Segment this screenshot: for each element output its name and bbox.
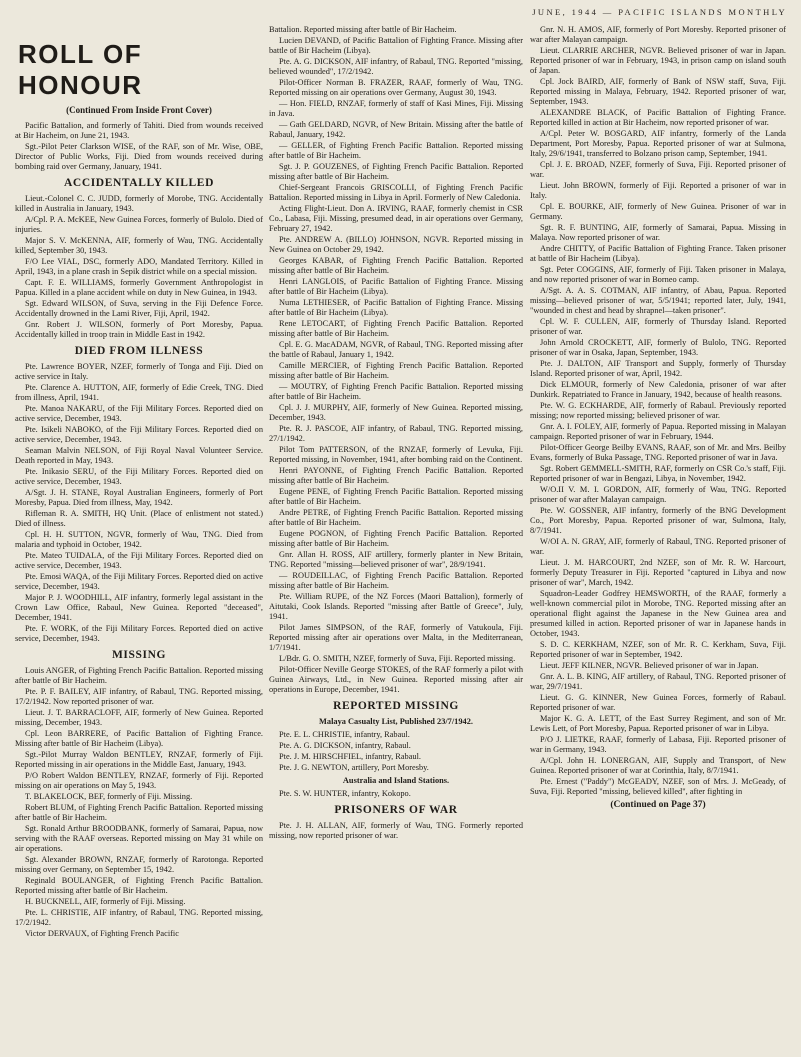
entry: Reginald BOULANGER, of Fighting French Pacific Battalion. Reported missing after battle of Bir Hacheim. <box>15 875 263 895</box>
entry: A/Cpl. P. A. McKEE, New Guinea Forces, formerly of Bulolo. Died of injuries. <box>15 214 263 234</box>
prisoners-entries-continued <box>530 25 786 797</box>
entry: A/Cpl. Peter W. BOSGARD, AIF infantry, formerly of the Landa Department, Port Moresby, Papua. Reported prisoner of war at Sulmona, Italy, 29/6/1941, transferred to Bolzano prison camp, September, 1941. <box>530 129 786 158</box>
entry: L/Bdr. G. O. SMITH, NZEF, formerly of Suva, Fiji. Reported missing. <box>279 654 516 663</box>
australia-stations-entries <box>269 789 523 799</box>
entry: Henri LANGLOIS, of Pacific Battalion of Fighting France. Missing after battle of Bir Hacheim (Libya). <box>269 277 523 296</box>
entry: Acting Flight-Lieut. Don A. IRVING, RAAF, formerly chemist in CSR Co., Labasa, Fiji. Missing, presumed dead, in air operations over Germany, February 27, 1942. <box>269 204 523 233</box>
entry: Pte. Mateo TUIDALA, of the Fiji Military Forces. Reported died on active service, December, 1943. <box>15 550 263 570</box>
heading-prisoners-of-war: PRISONERS OF WAR <box>334 803 458 816</box>
entry: Pte. W. G. ECKHARDE, AIF, formerly of Rabaul. Previously reported missing; now reported missing; believed prisoner of war. <box>530 401 786 420</box>
prisoners-entries <box>269 821 523 841</box>
entry: Sgt. J. P. GOUZENES, of Fighting French Pacific Battalion. Reported missing after battle of Bir Hacheim. <box>269 162 523 181</box>
intro-entries <box>15 121 263 172</box>
heading-missing: MISSING <box>111 648 167 661</box>
entry-continuation: Battalion. Reported missing after battle of Bir Hacheim. <box>269 25 457 34</box>
entry: Major S. V. McKENNA, AIF, formerly of Wau, TNG. Accidentally killed, September 30, 1943. <box>15 235 263 255</box>
entry: Pte. W. GOSSNER, AIF infantry, formerly of the BNG Development Co., Port Moresby, Papua. Reported prisoner of war, Sulmona, Italy, 8/7/1941. <box>530 506 786 535</box>
entry: Eugene PENE, of Fighting French Pacific Battalion. Reported missing after battle of Bir Hacheim. <box>269 487 523 506</box>
entry: Sgt. Edward WILSON, of Suva, serving in the Fiji Defence Force. Accidentally drowned in the Lami River, Fiji, April, 1942. <box>15 298 263 318</box>
entry: Pte. R. J. PASCOE, AIF infantry, of Rabaul, TNG. Reported missing, 27/1/1942. <box>269 424 523 443</box>
entry: Pte. F. WORK, of the Fiji Military Forces. Reported died on active service, December, 1943. <box>15 623 263 643</box>
page-subtitle: (Continued From Inside Front Cover) <box>66 105 212 116</box>
died-from-illness-entries <box>15 362 263 644</box>
entry: Pte. Isikeli NABOKO, of the Fiji Military Forces. Reported died on active service, December, 1943. <box>15 424 263 444</box>
entry: Victor DERVAUX, of Fighting French Pacific <box>25 928 179 938</box>
entry: Lieut. J. M. HARCOURT, 2nd NZEF, son of Mr. R. W. Harcourt, formerly Deputy Treasurer in Fiji. Reported "captured in Libya and now prisoner of war", March, 1942. <box>530 558 786 587</box>
entry: Major P. J. WOODHILL, AIF infantry, formerly legal assistant in the Crown Law Office, Rabaul, New Guinea. Reported "deceased", December, 1941. <box>15 592 263 622</box>
entry: P/O Robert Waldon BENTLEY, RNZAF, formerly of Fiji. Reported missing on air operations on May 5, 1943. <box>15 770 263 790</box>
entry: Lieut. J. T. BARRACLOFF, AIF, formerly of New Guinea. Reported missing, December, 1943. <box>15 707 263 727</box>
entry: Pte. Lawrence BOYER, NZEF, formerly of Tonga and Fiji. Died on active service in Italy. <box>15 361 263 381</box>
entry: Sgt. Robert GEMMELL-SMITH, RAF, formerly on CSR Co.'s staff, Fiji. Reported prisoner of war in Bengazi, Libya, in November, 1942. <box>530 464 786 483</box>
entry: Sgt.-Pilot Peter Clarkson WISE, of the RAF, son of Mr. Wise, OBE, Director of Public Works, Fiji. Died from wounds received during bombing raid over Germany, January, 1941. <box>15 142 263 172</box>
entry: Pte. Manoa NAKARU, of the Fiji Military Forces. Reported died on active service, December, 1943. <box>15 403 263 423</box>
heading-reported-missing: REPORTED MISSING <box>333 700 459 712</box>
entry: Lieut.-Colonel C. C. JUDD, formerly of Morobe, TNG. Accidentally killed in Australia in January, 1943. <box>15 193 263 213</box>
entry: Pte. A. G. DICKSON, AIF infantry, of Rabaul, TNG. Reported "missing, believed wounded", 17/2/1942. <box>269 57 523 76</box>
entry: Cpl. Jock BAIRD, AIF, formerly of Bank of NSW staff, Suva, Fiji. Reported missing in Malaya, February, 1942. Reported prisoner of war, September, 1943. <box>530 77 786 106</box>
entry: Pte. L. CHRISTIE, AIF infantry, of Rabaul, TNG. Reported missing, 17/2/1942. <box>15 907 263 927</box>
entry: Robert BLUM, of Fighting French Pacific Battalion. Reported missing after battle of Bir Hacheim. <box>15 802 263 822</box>
entry: Pte. A. G. DICKSON, infantry, Rabaul. <box>279 740 411 750</box>
entry: Pte. Ernest ("Paddy") McGEADY, NZEF, son of Mrs. J. McGeady, of Suva, Fiji. Reported "missing, believed killed", after fighting in <box>530 777 786 796</box>
entry: Pilot-Officer George Beilby EVANS, RAAF, son of Mr. and Mrs. Beilby Evans, formerly of Buka Passage, TNG. Reported prisoner of war in Java. <box>530 443 786 462</box>
entry: John Arnold CROCKETT, AIF, formerly of Bulolo, TNG. Reported prisoner of war in Osaka, Japan, September, 1943. <box>530 338 786 357</box>
entry: Pte. J. M. HIRSCHFIEL, infantry, Rabaul. <box>279 751 421 761</box>
column-1 <box>15 25 263 1049</box>
entry: Lieut. G. G. KINNER, New Guinea Forces, formerly of Rabaul. Reported prisoner of war. <box>530 693 786 712</box>
entry: — GELLER, of Fighting French Pacific Battalion. Reported missing after battle of Bir Hacheim. <box>269 141 523 160</box>
entry: A/Sgt. J. H. STANE, Royal Australian Engineers, formerly of Port Moresby, Papua. Died from illness, May, 1942. <box>15 487 263 507</box>
entry: W/O.II V. M. I. GORDON, AIF, formerly of Wau, TNG. Reported prisoner of war after Malayan campaign. <box>530 485 786 504</box>
accidentally-killed-entries <box>15 194 263 340</box>
entry: Sgt. Ronald Arthur BROODBANK, formerly of Samarai, Papua, now serving with the RAAF overseas. Reported missing on May 31 while on air operations. <box>15 823 263 853</box>
entry: Pilot-Officer Norman B. FRAZER, RAAF, formerly of Wau, TNG. Reported missing on air operations over Germany, August 30, 1943. <box>269 78 523 97</box>
entry: P/O J. LIETKE, RAAF, formerly of Labasa, Fiji. Reported prisoner of war in Germany, 1943. <box>530 735 786 754</box>
missing-entries-continued <box>269 36 523 695</box>
entry: Numa LETHIESER, of Pacific Battalion of Fighting France. Missing after battle of Bir Hacheim (Libya). <box>269 298 523 317</box>
entry: Pte. S. W. HUNTER, infantry, Kokopo. <box>279 788 411 798</box>
entry: Pte. E. L. CHRISTIE, infantry, Rabaul. <box>279 729 410 739</box>
running-head: JUNE, 1944 — PACIFIC ISLANDS MONTHLY <box>532 7 787 17</box>
entry: S. D. C. KERKHAM, NZEF, son of Mr. R. C. Kerkham, Suva, Fiji. Reported prisoner of war in September, 1942. <box>530 640 786 659</box>
entry: Louis ANGER, of Fighting French Pacific Battalion. Reported missing after battle of Bir Hacheim. <box>15 665 263 685</box>
australia-stations-heading: Australia and Island Stations. <box>342 775 450 785</box>
entry: — MOUTRY, of Fighting French Pacific Battalion. Reported missing after battle of Bir Hacheim. <box>269 382 523 401</box>
entry: Pilot-Officer Neville George STOKES, of the RAF formerly a pilot with Guinea Airways, Ltd., in New Guinea. Reported missing after air operations in Europe, December, 1941. <box>269 665 523 694</box>
entry: Pte. P. F. BAILEY, AIF infantry, of Rabaul, TNG. Reported missing, 17/2/1942. Now reported prisoner of war. <box>15 686 263 706</box>
column-2 <box>269 25 523 1049</box>
entry: Sgt.-Pilot Murray Waldon BENTLEY, RNZAF, formerly of Fiji. Reported missing in air operations in the Middle East, January, 1943. <box>15 749 263 769</box>
heading-accidentally-killed: ACCIDENTALLY KILLED <box>64 177 214 190</box>
entry: Pte. J. DALTON, AIF Transport and Supply, formerly of Thursday Island. Reported prisoner of war, April, 1942. <box>530 359 786 378</box>
entry: Lieut. John BROWN, formerly of Fiji. Reported a prisoner of war in Italy. <box>530 181 786 200</box>
entry: Lieut. JEFF KILNER, NGVR. Believed prisoner of war in Japan. <box>540 661 759 670</box>
entry: Pilot Tom PATTERSON, of the RNZAF, formerly of Levuka, Fiji. Reported missing, in November, 1941, after bombing raid on the Continent. <box>269 445 523 464</box>
entry: Sgt. Peter COGGINS, AIF, formerly of Fiji. Taken prisoner in Malaya, and now reported prisoner of war in Borneo camp. <box>530 265 786 284</box>
entry: Pte. William RUPE, of the NZ Forces (Maori Battalion), formerly of Aitutaki, Cook Islands. Reported "missing after Battle of Greece", July, 1941. <box>269 592 523 621</box>
entry: Dick ELMOUR, formerly of New Caledonia, prisoner of war after Dunkirk. Repatriated to France in January, 1942, because of health reasons. <box>530 380 786 399</box>
entry: Cpl. E. BOURKE, AIF, formerly of New Guinea. Prisoner of war in Germany. <box>530 202 786 221</box>
entry: Pilot James SIMPSON, of the RAF, formerly of Vatukoula, Fiji. Reported missing after air operations over Malta, in the Mediterranean, 1/7/1941. <box>269 623 523 652</box>
entry: Georges KABAR, of Fighting French Pacific Battalion. Reported missing after battle of Bir Hacheim. <box>269 256 523 275</box>
entry: F/O Lee VIAL, DSC, formerly ADO, Mandated Territory. Killed in April, 1943, in a plane crash in Sepik district while on a special mission. <box>15 256 263 276</box>
heading-died-from-illness: DIED FROM ILLNESS <box>74 344 204 357</box>
entry: ALEXANDRE BLACK, of Pacific Battalion of Fighting France. Reported killed in action at Bir Hacheim, now reported prisoner of war. <box>530 108 786 127</box>
entry: Henri PAYONNE, of Fighting French Pacific Battalion. Reported missing after battle of Bir Hacheim. <box>269 466 523 485</box>
page-title: ROLL OF HONOUR <box>18 39 143 101</box>
entry: Sgt. Alexander BROWN, RNZAF, formerly of Rarotonga. Reported missing over Germany, on September 15, 1942. <box>15 854 263 874</box>
entry: Pacific Battalion, and formerly of Tahiti. Died from wounds received at Bir Hacheim, on June 21, 1943. <box>15 121 263 141</box>
malaya-casualty-heading: Malaya Casualty List, Published 23/7/1942. <box>319 716 473 726</box>
entry: Cpl. Leon BARRERE, of Pacific Battalion of Fighting France. Missing after battle of Bir Hacheim (Libya). <box>15 728 263 748</box>
entry: Gnr. Allan H. ROSS, AIF artillery, formerly planter in New Britain, TNG. Reported "missing—believed prisoner of war", 28/9/1941. <box>269 550 523 569</box>
entry: A/Cpl. John H. LONERGAN, AIF, Supply and Transport, of New Guinea. Reported prisoner of war at Corinthia, Italy, 8/7/1941. <box>530 756 786 775</box>
entry: Cpl. H. H. SUTTON, NGVR, formerly of Wau, TNG. Died from malaria and typhoid in October, 1942. <box>15 529 263 549</box>
missing-entries <box>15 666 263 939</box>
entry: Cpl. E. G. MacADAM, NGVR, of Rabaul, TNG. Reported missing after the battle of Rabaul, January 1, 1942. <box>269 340 523 359</box>
entry: Pte. ANDREW A. (BILLO) JOHNSON, NGVR. Reported missing in New Guinea on October 29, 1942. <box>269 235 523 254</box>
entry: Gnr. A. I. FOLEY, AIF, formerly of Papua. Reported missing in Malayan campaign. Reported prisoner of war in February, 1944. <box>530 422 786 441</box>
entry: Andre CHITTY, of Pacific Battalion of Fighting France. Taken prisoner at battle of Bir Hacheim (Libya). <box>530 244 786 263</box>
entry: Rifleman R. A. SMITH, HQ Unit. (Place of enlistment not stated.) Died of illness. <box>15 508 263 528</box>
entry: Pte. Emosi WAQA, of the Fiji Military Forces. Reported died on active service, December, 1943. <box>15 571 263 591</box>
entry: W/OI A. N. GRAY, AIF, formerly of Rabaul, TNG. Reported prisoner of war. <box>530 537 786 556</box>
entry: A/Sgt. A. A. S. COTMAN, AIF infantry, of Abau, Papua. Reported missing—believed prisoner of war, 5/5/1941; reported later, July, 1941, "wounded in chest and head by shrapnel—taken prisoner". <box>530 286 786 315</box>
entry: Pte. J. G. NEWTON, artillery, Port Moresby. <box>279 762 429 772</box>
entry: Sgt. R. F. BUNTING, AIF, formerly of Samarai, Papua. Missing in Malaya. Now reported prisoner of war. <box>530 223 786 242</box>
entry: Seaman Malvin NELSON, of Fiji Royal Naval Volunteer Service. Death reported in May, 1943. <box>15 445 263 465</box>
entry: Capt. F. E. WILLIAMS, formerly Government Anthropologist in Papua. Killed in a plane accident while on duty in New Guinea, in 1943. <box>15 277 263 297</box>
continued-note: (Continued on Page 37) <box>610 800 706 810</box>
entry: Camille MERCIER, of Fighting French Pacific Battalion. Reported missing after battle of Bir Hacheim. <box>269 361 523 380</box>
entry: Gnr. N. H. AMOS, AIF, formerly of Port Moresby. Reported prisoner of war after Malayan campaign. <box>530 25 786 44</box>
entry: Cpl. J. E. BROAD, NZEF, formerly of Suva, Fiji. Reported prisoner of war. <box>530 160 786 179</box>
entry: Gnr. A. L. B. KING, AIF artillery, of Rabaul, TNG. Reported prisoner of war, 29/7/1941. <box>530 672 786 691</box>
entry: Pte. Clarence A. HUTTON, AIF, formerly of Edie Creek, TNG. Died from illness, April, 1941. <box>15 382 263 402</box>
entry: Eugene POGNON, of Fighting French Pacific Battalion. Reported missing after battle of Bir Hacheim. <box>269 529 523 548</box>
entry: — ROUDEILLAC, of Fighting French Pacific Battalion. Reported missing after battle of Bir Hacheim. <box>269 571 523 590</box>
entry: Andre PETRE, of Fighting French Pacific Battalion. Reported missing after battle of Bir Hacheim. <box>269 508 523 527</box>
entry: H. BUCKNELL, AIF, formerly of Fiji. Missing. <box>25 896 186 906</box>
entry: Pte. J. H. ALLAN, AIF, formerly of Wau, TNG. Formerly reported missing, now reported prisoner of war. <box>269 820 523 840</box>
entry: Gnr. Robert J. WILSON, formerly of Port Moresby, Papua. Accidentally killed in troop train in Middle East in 1942. <box>15 319 263 339</box>
entry: Major K. G. A. LETT, of the East Surrey Regiment, and son of Mr. Lewis Lett, of Port Moresby, Papua. Reported prisoner of war in Libya. <box>530 714 786 733</box>
entry: T. BLAKELOCK, BEF, formerly of Fiji. Missing. <box>25 791 193 801</box>
entry: Lieut. CLARRIE ARCHER, NGVR. Believed prisoner of war in Japan. Reported prisoner of war in February, 1943, in prison camp on island south of Japan. <box>530 46 786 75</box>
entry: — Gath GELDARD, NGVR, of New Britain. Missing after the battle of Rabaul, January, 1942. <box>269 120 523 139</box>
entry: Cpl. W. F. CULLEN, AIF, formerly of Thursday Island. Reported prisoner of war. <box>530 317 786 336</box>
entry: — Hon. FIELD, RNZAF, formerly of staff of Kasi Mines, Fiji. Missing in Java. <box>269 99 523 118</box>
entry: Pte. Inikasio SERU, of the Fiji Military Forces. Reported died on active service, December, 1943. <box>15 466 263 486</box>
malaya-casualty-entries <box>269 730 523 773</box>
entry: Chief-Sergeant Francois GRISCOLLI, of Fighting French Pacific Battalion. Reported missing in Libya in April. Formerly of New Caledonia. <box>269 183 523 202</box>
entry: Lucien DEVAND, of Pacific Battalion of Fighting France. Missing after battle of Bir Hacheim (Libya). <box>269 36 523 55</box>
entry: Squadron-Leader Godfrey HEMSWORTH, of the RAAF, formerly a well-known commercial pilot in Morobe, TNG. Reported missing after an operational flight against the Japanese in the New Guinea area and presumed killed in action. Reported prisoner of war in Japanese hands in October, 1943. <box>530 589 786 638</box>
entry: Rene LETOCART, of Fighting French Pacific Battalion. Reported missing after battle of Bir Hacheim. <box>269 319 523 338</box>
column-3 <box>530 25 786 1049</box>
entry: Cpl. J. J. MURPHY, AIF, formerly of New Guinea. Reported missing, December, 1943. <box>269 403 523 422</box>
